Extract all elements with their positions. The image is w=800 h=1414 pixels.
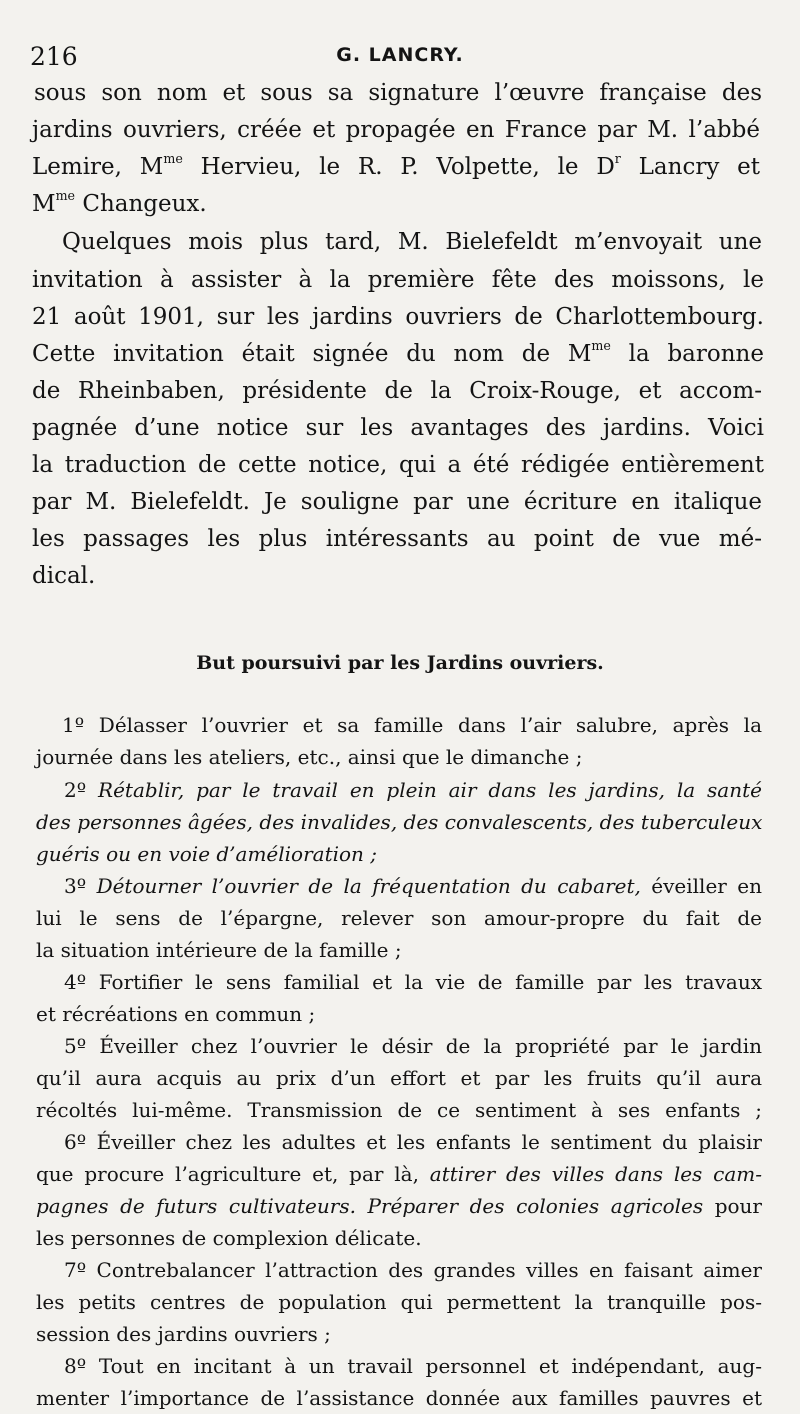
text-line: 21 août 1901, sur les jardins ouvriers de Charlottembourg. xyxy=(32,304,764,330)
page-number: 216 xyxy=(30,42,78,71)
list-item: 5º Éveiller chez l’ouvrier le désir de la propriété par le jardin xyxy=(64,1034,762,1058)
text-line: de Rheinbaben, présidente de la Croix-Rouge, et accom- xyxy=(32,378,762,404)
text-line: Quelques mois plus tard, M. Bielefeldt m’envoyait une xyxy=(62,229,762,255)
text-line: la traduction de cette notice, qui a été rédigée entièrement xyxy=(32,452,764,478)
text-line: Lemire, $M^{me}$ Hervieu, le R. P. Volpette, le $D^r$ Lancry et xyxy=(32,151,760,180)
list-item: journée dans les ateliers, etc., ainsi que le dimanche ; xyxy=(36,745,583,769)
text-line: les passages les plus intéressants au point de vue mé- xyxy=(32,526,762,552)
list-item: pagnes de futurs cultivateurs. Préparer des colonies agricoles pour xyxy=(36,1194,762,1218)
running-title: G. LANCRY. xyxy=(336,44,464,66)
list-item: 6º Éveiller chez les adultes et les enfants le sentiment du plaisir xyxy=(64,1130,762,1154)
list-item: 4º Fortifier le sens familial et la vie de famille par les travaux xyxy=(64,970,762,994)
list-item: 8º Tout en incitant à un travail personnel et indépendant, aug- xyxy=(64,1354,762,1378)
text-line: dical. xyxy=(32,563,96,589)
running-head xyxy=(30,42,770,76)
text-line: Cette invitation était signée du nom de $M^{me}$ la baronne xyxy=(32,338,764,367)
list-item: 7º Contrebalancer l’attraction des grandes villes en faisant aimer xyxy=(64,1258,762,1282)
list-item: et récréations en commun ; xyxy=(36,1002,316,1026)
list-item: menter l’importance de l’assistance donnée aux familles pauvres et xyxy=(36,1386,762,1410)
list-item: les petits centres de population qui permettent la tranquille pos- xyxy=(36,1290,762,1314)
text-line: sous son nom et sous sa signature l’œuvre française des xyxy=(34,80,762,106)
list-item: 1º Délasser l’ouvrier et sa famille dans l’air salubre, après la xyxy=(62,713,762,737)
list-item: session des jardins ouvriers ; xyxy=(36,1322,331,1346)
text-line: par M. Bielefeldt. Je souligne par une écriture en italique xyxy=(32,489,762,515)
list-item: guéris ou en voie d’amélioration ; xyxy=(36,842,378,866)
text-line: invitation à assister à la première fête des moissons, le xyxy=(32,267,764,293)
list-item: 3º Détourner l’ouvrier de la fréquentation du cabaret, éveiller en xyxy=(64,874,762,898)
list-item: lui le sens de l’épargne, relever son amour-propre du fait de xyxy=(36,906,762,930)
list-item: des personnes âgées, des invalides, des convalescents, des tuberculeux xyxy=(36,810,763,834)
text-line: $M^{me}$ Changeux. xyxy=(32,188,207,217)
section-heading: But poursuivi par les Jardins ouvriers. xyxy=(196,652,604,674)
text-line: jardins ouvriers, créée et propagée en France par M. l’abbé xyxy=(32,117,760,143)
list-item: la situation intérieure de la famille ; xyxy=(36,938,402,962)
list-item: que procure l’agriculture et, par là, attirer des villes dans les cam- xyxy=(36,1162,762,1186)
list-item: 2º Rétablir, par le travail en plein air dans les jardins, la santé xyxy=(64,778,762,802)
list-item: récoltés lui-même. Transmission de ce sentiment à ses enfants ; xyxy=(36,1098,762,1122)
text-line: pagnée d’une notice sur les avantages des jardins. Voici xyxy=(32,415,764,441)
list-item: qu’il aura acquis au prix d’un effort et par les fruits qu’il aura xyxy=(36,1066,762,1090)
list-item: les personnes de complexion délicate. xyxy=(36,1226,422,1250)
